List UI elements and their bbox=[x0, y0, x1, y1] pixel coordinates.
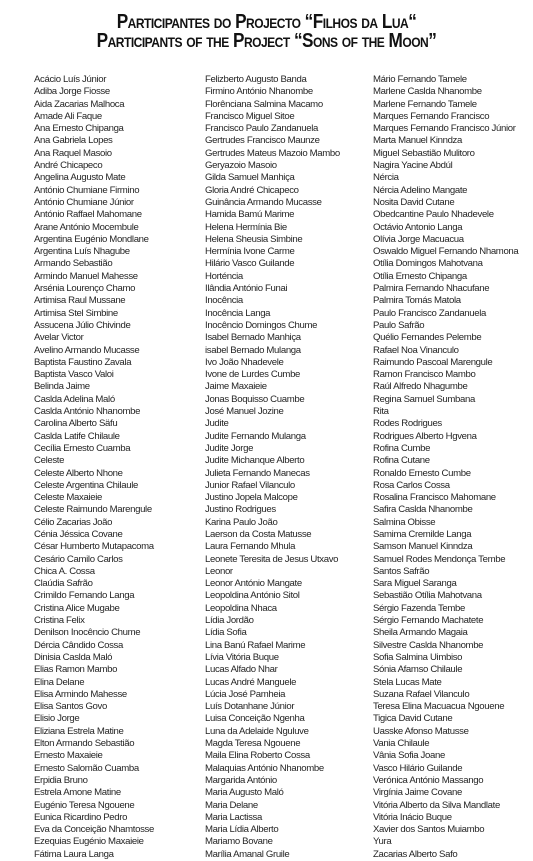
participant-name: Inocência Langa bbox=[205, 307, 271, 319]
participant-name: Santos Safrão bbox=[373, 565, 430, 577]
participant-name: Lucas André Manguele bbox=[205, 676, 297, 688]
participant-name: Tigica David Cutane bbox=[373, 713, 453, 725]
participant-name: Ana Ernesto Chipanga bbox=[34, 123, 124, 135]
participant-name: Malaquias António Nhanombe bbox=[205, 762, 324, 774]
participant-name: Francisco Paulo Zandanuela bbox=[205, 123, 319, 135]
participant-name: Eunica Ricardino Pedro bbox=[34, 811, 128, 823]
participant-name: Celeste Alberto Nhone bbox=[34, 467, 123, 479]
participant-name: Francisco Miguel Sitoe bbox=[205, 110, 295, 122]
participant-name: Inocência bbox=[205, 295, 243, 307]
participant-name: Miguel Sebastião Mulitoro bbox=[373, 147, 475, 159]
participant-name: Belinda Jaime bbox=[34, 381, 90, 393]
participant-name: Arane António Mocembule bbox=[34, 221, 139, 233]
participant-name: Baptista Vasco Valoi bbox=[34, 369, 114, 381]
participant-name: Ronaldo Ernesto Cumbe bbox=[373, 467, 471, 479]
participant-name: Celeste Raimundo Marengule bbox=[34, 504, 152, 516]
participant-name: Justino Jopela Malcope bbox=[205, 492, 298, 504]
participant-name: Artimisa Raul Mussane bbox=[34, 295, 126, 307]
participant-name: Leonete Teresita de Jesus Utxavo bbox=[205, 553, 339, 565]
participant-name: Elina Delane bbox=[34, 676, 85, 688]
participant-name: Obedcantine Paulo Nhadevele bbox=[373, 209, 494, 221]
participant-name: Yura bbox=[373, 836, 392, 848]
participant-name: José Manuel Jozine bbox=[205, 406, 284, 418]
participant-name: Regina Samuel Sumbana bbox=[373, 393, 475, 405]
participant-name: Célio Zacarias João bbox=[34, 516, 113, 528]
participant-name: Leopoldina Nhaca bbox=[205, 602, 277, 614]
participant-name: Rafael Noa Vinanculo bbox=[373, 344, 459, 356]
participant-name: Carolina Alberto Säfu bbox=[34, 418, 118, 430]
participant-name: Xavier dos Santos Muiambo bbox=[373, 824, 485, 836]
participant-name: Leonor bbox=[205, 565, 233, 577]
participant-name: Suzana Rafael Vilanculo bbox=[373, 688, 470, 700]
participant-name: Mário Fernando Tamele bbox=[373, 74, 467, 85]
participant-name: Luís Dotanhane Júnior bbox=[205, 701, 295, 713]
participant-name: Hilário Vasco Guilande bbox=[205, 258, 295, 270]
participant-name: Argentina Eugénio Mondlane bbox=[34, 233, 149, 245]
participant-name: Isabel Bernado Manhiça bbox=[205, 332, 301, 344]
participant-name: Dércia Cândido Cossa bbox=[34, 639, 123, 651]
participant-name: Paulo Francisco Zandanuela bbox=[373, 307, 487, 319]
participant-name: Artimisa Stel Simbine bbox=[34, 307, 118, 319]
participant-name: Vânia Sofia Joane bbox=[373, 750, 445, 762]
participant-name: Palmira Fernando Nhacufane bbox=[373, 283, 490, 295]
participant-name: Raimundo Pascoal Marengule bbox=[373, 356, 493, 368]
participant-name: Ramon Francisco Mambo bbox=[373, 369, 476, 381]
participant-name: Celeste Maxaieie bbox=[34, 492, 102, 504]
participant-name: Sebastião Otília Mahotvana bbox=[373, 590, 482, 602]
participant-name: Inocêncio Domingos Chume bbox=[205, 319, 318, 331]
participant-name: Teresa Elina Macuacua Ngouene bbox=[373, 701, 505, 713]
participant-name: Florênciana Salmina Macamo bbox=[205, 98, 323, 110]
participant-name: Marques Fernando Francisco bbox=[373, 110, 490, 122]
participant-name: Palmira Tomás Matola bbox=[373, 295, 461, 307]
participant-name: Ezequias Eugénio Maxaieie bbox=[34, 836, 144, 848]
participant-name: Judite bbox=[205, 418, 229, 430]
participant-name: Paulo Safrão bbox=[373, 319, 425, 331]
participant-name: Vitória Alberto da Silva Mandlate bbox=[373, 799, 500, 811]
participant-name: Olívia Jorge Macuacua bbox=[373, 233, 464, 245]
participant-name: Judite Michanque Alberto bbox=[205, 455, 305, 467]
participant-name: Aida Zacarias Malhoca bbox=[34, 98, 125, 110]
participant-name: Octávio Antonio Langa bbox=[373, 221, 463, 233]
participant-name: Felizberto Augusto Banda bbox=[205, 74, 307, 85]
participant-name: Sara Miguel Saranga bbox=[373, 578, 457, 590]
participant-name: Junior Rafael Vilanculo bbox=[205, 479, 295, 491]
participant-name: Nércia bbox=[373, 172, 399, 184]
participant-name: Rita bbox=[373, 406, 389, 418]
participant-name: Marlene Caslda Nhanombe bbox=[373, 86, 482, 98]
participant-name: Margarida António bbox=[205, 774, 277, 786]
participant-name: Denilson Inocêncio Chume bbox=[34, 627, 141, 639]
participant-name: Elisa Santos Govo bbox=[34, 701, 107, 713]
participant-name: Celeste bbox=[34, 455, 65, 467]
participant-name: Lucas Alfado Nhar bbox=[205, 664, 278, 676]
participant-name: Jaime Maxaieie bbox=[205, 381, 267, 393]
participant-name: Sónia Afamso Chilaule bbox=[373, 664, 463, 676]
participant-name: Erpidia Bruno bbox=[34, 774, 88, 786]
participant-name: Gertrudes Francisco Maunze bbox=[205, 135, 320, 147]
participant-name: Rofina Cutane bbox=[373, 455, 430, 467]
participant-name: Otília Domingos Mahotvana bbox=[373, 258, 483, 270]
participant-name: Ivo João Nhadevele bbox=[205, 356, 284, 368]
participant-name: Horténcia bbox=[205, 270, 243, 282]
participant-name: Elias Ramon Mambo bbox=[34, 664, 118, 676]
participant-name: Rosa Carlos Cossa bbox=[373, 479, 450, 491]
participant-name: António Chumiane Firmino bbox=[34, 184, 140, 196]
participant-name: Lina Banú Rafael Marime bbox=[205, 639, 306, 651]
participant-name: Justino Rodrigues bbox=[205, 504, 276, 516]
participant-name: Fátima Laura Langa bbox=[34, 848, 114, 860]
participant-name: Maria Lídia Alberto bbox=[205, 824, 279, 836]
participant-name: Virgínia Jaime Covane bbox=[373, 787, 462, 799]
participant-name: Guinância Armando Mucasse bbox=[205, 196, 322, 208]
participant-name: Ernesto Salomão Cuamba bbox=[34, 762, 139, 774]
participant-name: isabel Bernado Mulanga bbox=[205, 344, 301, 356]
participant-name: Rofina Cumbe bbox=[373, 442, 431, 454]
participant-name: Armindo Manuel Mahesse bbox=[34, 270, 138, 282]
participant-name: Elisa Armindo Mahesse bbox=[34, 688, 127, 700]
participant-name: Eva da Conceição Nhamtosse bbox=[34, 824, 154, 836]
participants-column-3 bbox=[373, 74, 523, 861]
title-portuguese: Participantes do Projecto “Filhos da Lua“ bbox=[116, 11, 417, 33]
participant-name: Ana Raquel Masoio bbox=[34, 147, 112, 159]
participant-name: Judite Fernando Mulanga bbox=[205, 430, 306, 442]
participant-name: Cesário Camilo Carlos bbox=[34, 553, 123, 565]
participant-name: Rodes Rodrigues bbox=[373, 418, 442, 430]
participant-name: Rodrigues Alberto Hgvena bbox=[373, 430, 477, 442]
participant-name: Argentina Luís Nhagube bbox=[34, 246, 130, 258]
participant-name: Arsénia Lourenço Chamo bbox=[34, 283, 136, 295]
participant-name: Stela Lucas Mate bbox=[373, 676, 442, 688]
participant-name: Eliziana Estrela Matine bbox=[34, 725, 124, 737]
participant-name: Safira Caslda Nhanombe bbox=[373, 504, 473, 516]
participant-name: Dinisia Caslda Maló bbox=[34, 651, 113, 663]
participant-name: Celeste Argentina Chilaule bbox=[34, 479, 138, 491]
participant-name: Claúdia Safrão bbox=[34, 578, 93, 590]
participant-name: Marques Fernando Francisco Júnior bbox=[373, 123, 516, 135]
participant-name: Zacarias Alberto Safo bbox=[373, 848, 458, 860]
participant-name: Lívia Vitória Buque bbox=[205, 651, 279, 663]
participant-name: Crimildo Fernando Langa bbox=[34, 590, 135, 602]
participant-name: Oswaldo Miguel Fernando Nhamona bbox=[373, 246, 519, 258]
participant-name: Salmina Obisse bbox=[373, 516, 436, 528]
participant-name: Firmino António Nhanombe bbox=[205, 86, 313, 98]
participant-name: Vania Chilaule bbox=[373, 738, 430, 750]
participant-name: Marta Manuel Kinndza bbox=[373, 135, 462, 147]
participant-name: Lídia Sofia bbox=[205, 627, 247, 639]
participant-name: Samuel Rodes Mendonça Tembe bbox=[373, 553, 506, 565]
participant-name: Sérgio Fernando Machatete bbox=[373, 615, 484, 627]
participant-name: Avelino Armando Mucasse bbox=[34, 344, 140, 356]
participant-name: Rosalina Francisco Mahomane bbox=[373, 492, 496, 504]
participant-name: Ilândia António Funai bbox=[205, 283, 288, 295]
participant-name: Angelina Augusto Mate bbox=[34, 172, 126, 184]
participant-name: Cecília Ernesto Cuamba bbox=[34, 442, 131, 454]
participant-name: Magda Teresa Ngouene bbox=[205, 738, 301, 750]
participant-name: Silvestre Caslda Nhanombe bbox=[373, 639, 484, 651]
participant-name: Assucena Júlio Chivinde bbox=[34, 319, 131, 331]
participant-name: Caslda Adelina Maló bbox=[34, 393, 115, 405]
participant-name: Elton Armando Sebastião bbox=[34, 738, 135, 750]
participant-name: Sofia Salmina Uimbiso bbox=[373, 651, 463, 663]
participant-name: Nércia Adelino Mangate bbox=[373, 184, 468, 196]
participant-name: Laerson da Costa Matusse bbox=[205, 528, 312, 540]
participant-name: Ana Gabriela Lopes bbox=[34, 135, 113, 147]
participant-name: Marlene Fernando Tamele bbox=[373, 98, 477, 110]
participant-name: Geryazoio Masoio bbox=[205, 160, 277, 172]
participant-name: Caslda António Nhanombe bbox=[34, 406, 141, 418]
participant-name: Laura Fernando Mhula bbox=[205, 541, 296, 553]
participant-name: Jonas Boquisso Cuambe bbox=[205, 393, 305, 405]
participant-name: Samima Cremilde Langa bbox=[373, 528, 472, 540]
participant-name: Gilda Samuel Manhiça bbox=[205, 172, 295, 184]
participant-name: Hermínia Ivone Carme bbox=[205, 246, 295, 258]
participant-name: Cénia Jéssica Covane bbox=[34, 528, 123, 540]
participant-name: Caslda Latife Chilaule bbox=[34, 430, 120, 442]
participant-name: Uasske Afonso Matusse bbox=[373, 725, 469, 737]
participant-name: Karina Paulo João bbox=[205, 516, 278, 528]
participant-name: Samson Manuel Kinndza bbox=[373, 541, 473, 553]
participant-name: Estrela Amone Matine bbox=[34, 787, 121, 799]
participant-name: Nagira Yacine Abdúl bbox=[373, 160, 453, 172]
participant-name: Eugénio Teresa Ngouene bbox=[34, 799, 135, 811]
participant-name: Amade Ali Faque bbox=[34, 110, 102, 122]
participant-name: Acácio Luís Júnior bbox=[34, 74, 107, 85]
participant-name: Avelar Victor bbox=[34, 332, 84, 344]
participant-name: Luna da Adelaide Nguluve bbox=[205, 725, 309, 737]
participant-name: Vasco Hilário Guilande bbox=[373, 762, 463, 774]
participant-name: Ernesto Maxaieie bbox=[34, 750, 103, 762]
participants-column-1 bbox=[34, 74, 184, 861]
title-english: Participants of the Project “Sons of the Moon” bbox=[96, 30, 437, 52]
participant-name: Nosita David Cutane bbox=[373, 196, 455, 208]
participant-name: André Chicapeco bbox=[34, 160, 103, 172]
participant-name: Sheila Armando Magaia bbox=[373, 627, 468, 639]
participants-column-2 bbox=[205, 74, 355, 861]
participant-name: Gertrudes Mateus Mazoio Mambo bbox=[205, 147, 340, 159]
participant-name: Ivone de Lurdes Cumbe bbox=[205, 369, 301, 381]
participant-name: Cristina Felix bbox=[34, 615, 85, 627]
participant-name: Adiba Jorge Fiosse bbox=[34, 86, 110, 98]
participant-name: Luisa Conceição Ngenha bbox=[205, 713, 305, 725]
participant-name: Maria Delane bbox=[205, 799, 258, 811]
participant-name: Gloria André Chicapeco bbox=[205, 184, 299, 196]
participant-name: Hamida Bamú Marime bbox=[205, 209, 295, 221]
participant-name: Sérgio Fazenda Tembe bbox=[373, 602, 466, 614]
participant-name: Leopoldina António Sitol bbox=[205, 590, 300, 602]
participant-name: César Humberto Mutapacoma bbox=[34, 541, 154, 553]
participant-name: Chica A. Cossa bbox=[34, 565, 95, 577]
participant-name: Verónica António Massango bbox=[373, 774, 484, 786]
participant-name: António Raffael Mahomane bbox=[34, 209, 142, 221]
participant-name: Vitória Inácio Buque bbox=[373, 811, 452, 823]
participant-name: António Chumiane Júnior bbox=[34, 196, 134, 208]
page-title bbox=[0, 13, 533, 51]
participant-name: Helena Hermínia Bie bbox=[205, 221, 287, 233]
participant-name: Maila Elina Roberto Cossa bbox=[205, 750, 310, 762]
participant-name: Baptista Faustino Zavala bbox=[34, 356, 132, 368]
participant-name: Julieta Fernando Manecas bbox=[205, 467, 310, 479]
participant-name: Maria Lactissa bbox=[205, 811, 262, 823]
participant-name: Leonor António Mangate bbox=[205, 578, 302, 590]
participant-name: Helena Sheusia Simbine bbox=[205, 233, 303, 245]
participant-name: Marília Amanal Gruile bbox=[205, 848, 290, 860]
participant-name: Mariamo Bovane bbox=[205, 836, 273, 848]
participant-name: Maria Augusto Maló bbox=[205, 787, 284, 799]
participant-name: Lúcia José Pamheia bbox=[205, 688, 286, 700]
participant-name: Raúl Alfredo Nhagumbe bbox=[373, 381, 468, 393]
participant-name: Cristina Alice Mugabe bbox=[34, 602, 120, 614]
participant-name: Lídia Jordão bbox=[205, 615, 254, 627]
participant-name: Armando Sebastião bbox=[34, 258, 113, 270]
participant-name: Elisio Jorge bbox=[34, 713, 80, 725]
participant-name: Otília Ernesto Chipanga bbox=[373, 270, 467, 282]
participant-name: Quélio Fernandes Pelembe bbox=[373, 332, 482, 344]
participant-name: Judite Jorge bbox=[205, 442, 254, 454]
